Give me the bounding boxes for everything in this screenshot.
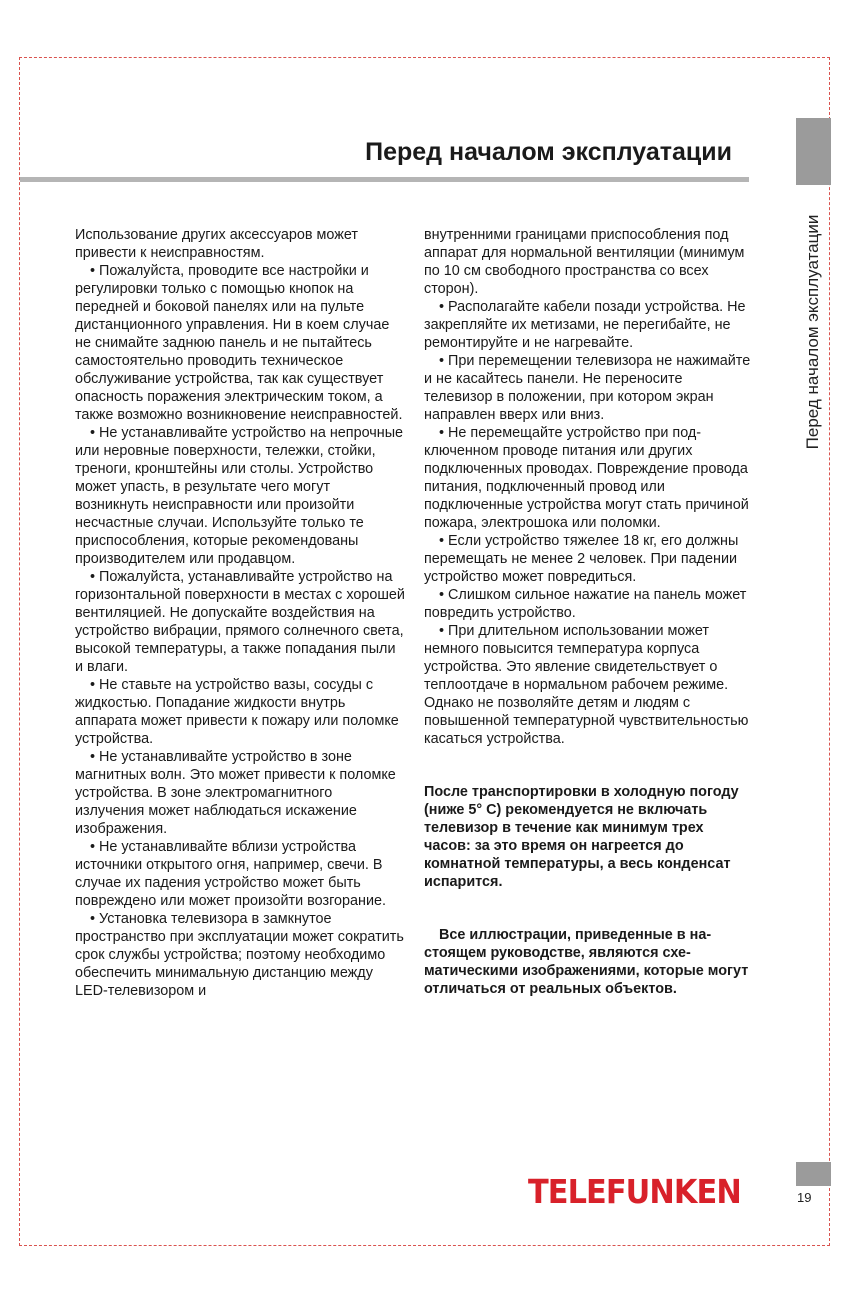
- bullet-paragraph: • При перемещении телевизора не нажимайте и не касайтесь панели. Не переносите телевизор в положении, при котором экран направлен вверх или вниз.: [424, 353, 751, 423]
- bullet-paragraph: • Слишком сильное нажатие на панель может повредить устройство.: [424, 587, 747, 621]
- title-underline: [20, 177, 749, 182]
- illustrations-notice: Все иллюстрации, приведенные в настоящем руководстве, являются схематическими изображениями, которые могут отличаться от реальных объектов.: [424, 927, 749, 997]
- bullet-paragraph: • Не устанавливайте устройство на непрочные или неровные поверхности, тележки, стойки, треноги, кронштейны или столы. Устройство может упасть, в результате чего могут возникнуть неисправности или произойти несчастные случаи. Используйте только те приспособления, которые рекомендованы производителем или продавцом.: [75, 425, 404, 567]
- bullet-paragraph: • При длительном использовании может немного повысится температура корпуса устройства. Это явление свидетельствует о теплоотдаче в нормальном рабочем режиме. Однако не позволяйте детям и людям с повышенной температурной чувствительностью касаться устройства.: [424, 623, 749, 747]
- page-number: 19: [797, 1190, 812, 1205]
- telefunken-logo: TELEFUNKEN: [528, 1172, 741, 1211]
- paragraph: внутренними границами приспособления под аппарат для нормальной вентиляции (минимум по 10 см свободного пространства со всех сторон).: [424, 227, 745, 297]
- bullet-paragraph: • Не устанавливайте вблизи устройства источники открытого огня, например, свечи. В случае их падения устройство может быть повреждено или может произойти возгорание.: [75, 839, 387, 909]
- bullet-paragraph: • Не ставьте на устройство вазы, сосуды с жидкостью. Попадание жидкости внутрь аппарата может привести к пожару или поломке устройства.: [75, 677, 399, 747]
- side-section-label: Перед началом эксплуатации: [803, 214, 822, 450]
- page-title: Перед началом эксплуатации: [365, 138, 732, 166]
- paragraph: Использование других аксессуаров может привести к неисправностям.: [75, 227, 358, 261]
- bullet-paragraph: • Не перемещайте устройство при подключенном проводе питания или других подключенных проводах. Повреждение провода питания, подключенный провод или подключенные устройства могут стать причиной пожара, электрошока или поломки.: [424, 425, 749, 531]
- right-column: [424, 226, 754, 748]
- bullet-paragraph: • Пожалуйста, устанавливайте устройство на горизонтальной поверхности в местах с хорошей вентиляцией. Не допускайте воздействия на устройство вибрации, прямого солнечного света, высокой температуры, а также попадания пыли и влаги.: [75, 569, 405, 675]
- bullet-paragraph: • Не устанавливайте устройство в зоне магнитных волн. Это может привести к поломке устройства. В зоне электромагнитного излучения может наблюдаться искажение изображения.: [75, 749, 396, 837]
- bullet-paragraph: • Установка телевизора в замкнутое пространство при эксплуатации может сократить срок службы устройства; поэтому необходимо обеспечить минимальную дистанцию между LED-телевизором и: [75, 911, 404, 999]
- left-column: [75, 226, 405, 1000]
- bullet-paragraph: • Располагайте кабели позади устройства. Не закрепляйте их метизами, не перегибайте, не ремонтируйте и не нагревайте.: [424, 299, 746, 351]
- transport-notice: После транспортировки в холодную погоду (ниже 5° С) рекомендуется не включать телевизор в течение как минимум трех часов: за это время он нагреется до комнатной температуры, а весь конденсат испарится.: [424, 784, 739, 890]
- bullet-paragraph: • Пожалуйста, проводите все настройки и регулировки только с помощью кнопок на передней и боковой панелях или на пульте дистанционного управления. Ни в коем случае не снимайте заднюю панель и не пытайтесь самостоятельно проводить техническое обслуживание устройства, так как существует опасность поражения электрическим током, а также возможно возникновение неисправностей.: [75, 263, 403, 423]
- bullet-paragraph: • Если устройство тяжелее 18 кг, его должны перемещать не менее 2 человек. При падении устройство может повредиться.: [424, 533, 739, 585]
- section-tab: [796, 118, 831, 185]
- page-number-tab: [796, 1162, 831, 1186]
